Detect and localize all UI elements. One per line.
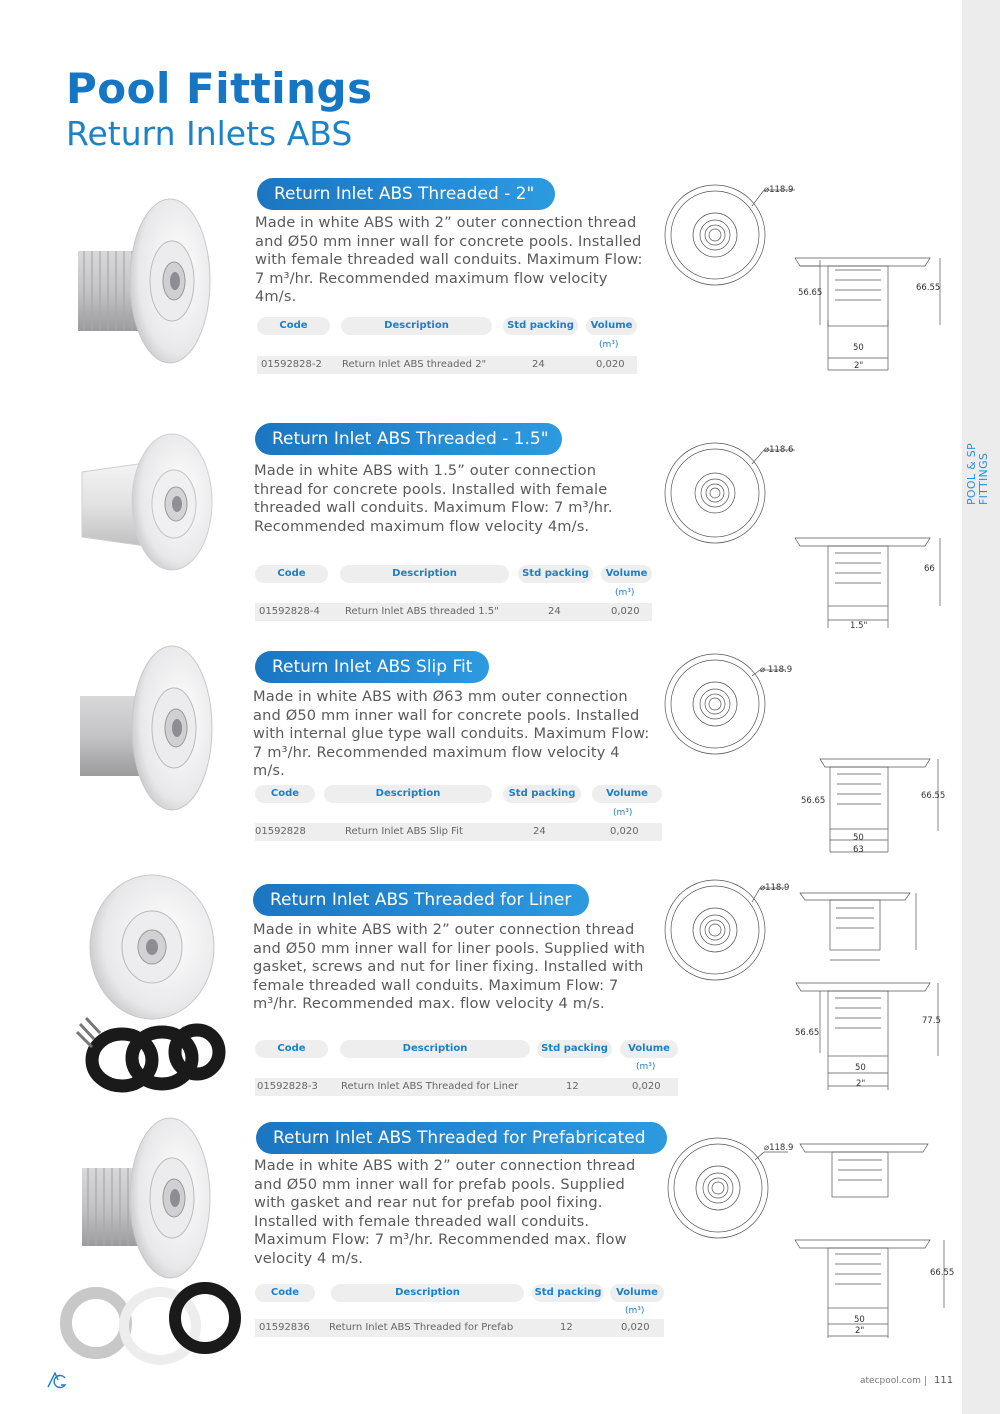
side-tab	[962, 0, 1000, 1414]
cell-code: 01592828-2	[261, 359, 322, 370]
product-title-threaded-2in: Return Inlet ABS Threaded - 2"	[257, 178, 555, 210]
col-header-code: Code	[255, 1040, 328, 1058]
product-image-slip-fit	[72, 646, 222, 816]
dim-diameter: ⌀ 118.9	[760, 665, 793, 675]
volume-unit: (m³)	[636, 1062, 656, 1072]
cell-code: 01592828	[255, 826, 306, 837]
cell-volume: 0,020	[610, 826, 639, 837]
dim-width: 50	[853, 343, 864, 353]
dim-thread: 2"	[856, 1079, 866, 1089]
cell-volume: 0,020	[632, 1081, 661, 1092]
col-header-packing: Std packing	[518, 565, 593, 583]
technical-drawing-slip-fit	[660, 656, 950, 856]
cell-description: Return Inlet ABS threaded 2"	[342, 359, 487, 370]
col-header-volume: Volume	[592, 785, 662, 803]
col-header-description: Description	[331, 1284, 524, 1302]
dim-thread: 1.5"	[850, 621, 868, 631]
product-description: Made in white ABS with 2” outer connection thread and Ø50 mm inner wall for prefab pools. Supplied with gasket and rear nut for prefab pool fixing. Installed with female threaded wall conduits. Maximum Flow: 7 m³/hr. Recommended max. flow velocity 4 m/s.	[254, 1157, 636, 1267]
cell-code: 01592828-4	[259, 606, 320, 617]
col-header-volume: Volume	[620, 1040, 678, 1058]
dim-height: 66.55	[930, 1268, 955, 1278]
brand-logo-icon	[46, 1370, 68, 1390]
col-header-volume: Volume	[610, 1284, 664, 1302]
col-header-volume: Volume	[601, 565, 652, 583]
col-header-code: Code	[255, 1284, 315, 1302]
col-header-description: Description	[340, 1040, 530, 1058]
technical-drawing-prefab	[660, 1132, 955, 1344]
col-header-description: Description	[341, 317, 492, 335]
col-header-packing: Std packing	[503, 317, 578, 335]
side-tab-line2: FITTINGS	[977, 452, 990, 505]
cell-code: 01592836	[259, 1322, 310, 1333]
col-header-description: Description	[324, 785, 492, 803]
col-header-volume: Volume	[586, 317, 637, 335]
product-description: Made in white ABS with 1.5” outer connection thread for concrete pools. Installed with female threaded wall conduits. Maximum Flow: 7 m³/hr. Recommended maximum flow velocity 4m/s.	[254, 462, 613, 535]
col-header-code: Code	[255, 565, 328, 583]
dim-width: 50	[853, 833, 864, 843]
product-image-liner	[72, 872, 232, 1097]
dim-height: 77.5	[922, 1016, 941, 1026]
dim-inner: 56.65	[798, 288, 823, 298]
product-description: Made in white ABS with 2” outer connection thread and Ø50 mm inner wall for liner pools. Supplied with gasket, screws and nut for liner fixing. Installed with female threaded wall conduits. Maximum Flow: 7 m³/hr. Recommended max. flow velocity 4 m/s.	[253, 921, 646, 1012]
page-title: Pool Fittings	[66, 64, 373, 113]
product-image-threaded-2in	[70, 196, 220, 366]
volume-unit: (m³)	[599, 340, 619, 350]
cell-volume: 0,020	[621, 1322, 650, 1333]
cell-description: Return Inlet ABS Slip Fit	[345, 826, 463, 837]
product-image-threaded-1-5in	[72, 432, 222, 572]
dim-diameter: ⌀118.9	[760, 883, 790, 893]
dim-inner: 56.65	[801, 796, 826, 806]
technical-drawing-threaded-2in	[660, 180, 950, 375]
dim-width: 50	[855, 1063, 866, 1073]
cell-volume: 0,020	[596, 359, 625, 370]
dim-inner: 56.65	[795, 1028, 820, 1038]
col-header-description: Description	[340, 565, 509, 583]
cell-description: Return Inlet ABS Threaded for Prefab	[329, 1322, 514, 1333]
col-header-packing: Std packing	[503, 785, 581, 803]
volume-unit: (m³)	[625, 1306, 645, 1316]
dim-thread: 2"	[855, 1326, 865, 1336]
dim-diameter: ⌀118.9	[764, 185, 794, 195]
dim-diameter: ⌀118.6	[764, 445, 794, 455]
cell-description: Return Inlet ABS threaded 1.5"	[345, 606, 499, 617]
col-header-packing: Std packing	[532, 1284, 604, 1302]
col-header-code: Code	[255, 785, 315, 803]
product-title-prefab: Return Inlet ABS Threaded for Prefabricated	[256, 1122, 667, 1154]
cell-packing: 24	[532, 359, 545, 370]
product-description: Made in white ABS with Ø63 mm outer connection and Ø50 mm inner wall for concrete pools. Installed with internal glue type wall conduits. Maximum Flow: 7 m³/hr. Recommended maximum flow velocity 4 m/s.	[253, 688, 650, 779]
cell-packing: 24	[548, 606, 561, 617]
dim-width: 50	[854, 1315, 865, 1325]
dim-outer: 63	[853, 845, 864, 855]
product-description: Made in white ABS with 2” outer connection thread and Ø50 mm inner wall for concrete pools. Installed with female threaded wall conduits. Maximum Flow: 7 m³/hr. Recommended maximum flow velocity 4m/s.	[255, 214, 643, 305]
col-header-code: Code	[257, 317, 330, 335]
product-title-slip-fit: Return Inlet ABS Slip Fit	[255, 651, 489, 683]
volume-unit: (m³)	[613, 808, 633, 818]
side-tab-label	[966, 443, 990, 505]
dim-diameter: ⌀118.9	[764, 1143, 794, 1153]
dim-height: 66	[924, 564, 935, 574]
cell-packing: 24	[533, 826, 546, 837]
dim-thread: 2"	[854, 361, 864, 371]
cell-description: Return Inlet ABS Threaded for Liner	[341, 1081, 519, 1092]
technical-drawing-liner	[660, 878, 950, 1092]
product-title-threaded-1-5in: Return Inlet ABS Threaded - 1.5"	[255, 423, 562, 455]
cell-code: 01592828-3	[257, 1081, 318, 1092]
page-subtitle: Return Inlets ABS	[66, 114, 353, 153]
footer-url: atecpool.com	[860, 1376, 921, 1386]
cell-packing: 12	[566, 1081, 579, 1092]
product-title-liner: Return Inlet ABS Threaded for Liner	[253, 884, 589, 916]
product-image-prefab	[60, 1118, 245, 1368]
technical-drawing-threaded-1-5in	[660, 438, 950, 633]
dim-height: 66.55	[921, 791, 946, 801]
volume-unit: (m³)	[615, 588, 635, 598]
col-header-packing: Std packing	[537, 1040, 612, 1058]
dim-height: 66.55	[916, 283, 941, 293]
cell-packing: 12	[560, 1322, 573, 1333]
page-number: 111	[934, 1375, 954, 1386]
cell-volume: 0,020	[611, 606, 640, 617]
side-tab-line1: POOL & SP	[965, 443, 978, 505]
footer-separator	[925, 1376, 926, 1386]
